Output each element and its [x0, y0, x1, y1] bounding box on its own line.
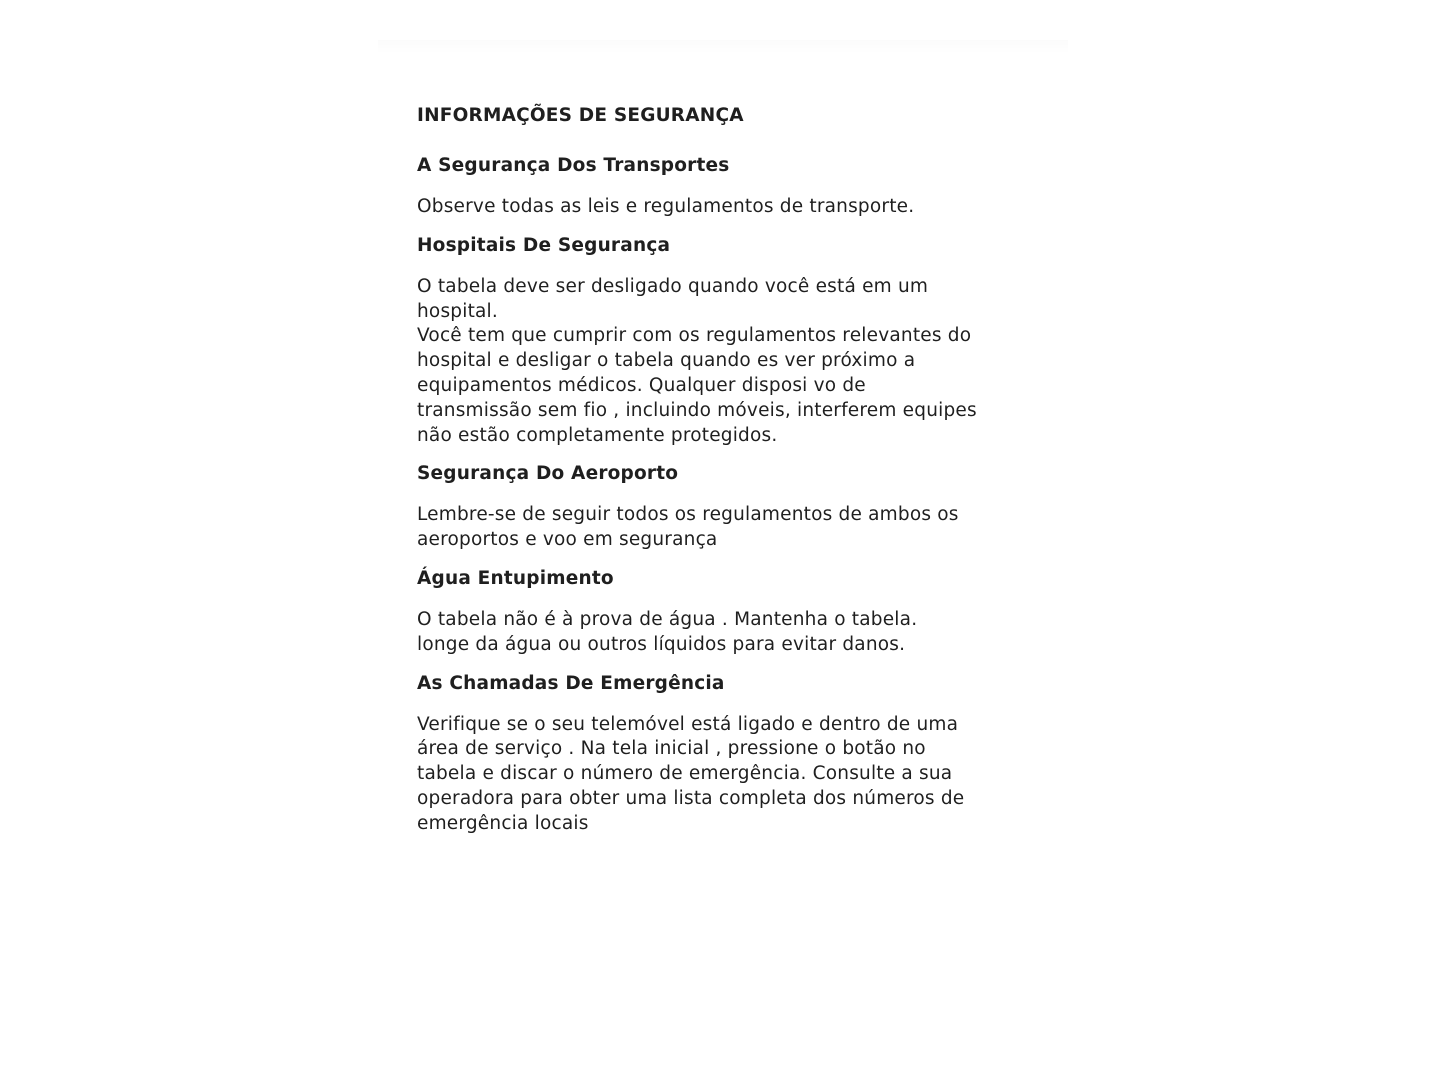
- text-line: emergência locais: [417, 812, 589, 834]
- text-line: equipamentos médicos. Qualquer disposi vo de: [417, 374, 866, 396]
- text-line: O tabela deve ser desligado quando você está em um: [417, 275, 929, 297]
- section-water-damage: [417, 567, 1037, 658]
- text-line: O tabela não é à prova de água . Mantenha o tabela.: [417, 608, 918, 630]
- section-body-transport: [417, 195, 1037, 220]
- section-heading-transport: A Segurança Dos Transportes: [417, 155, 730, 176]
- section-body-water: [417, 608, 1037, 658]
- text-line: área de serviço . Na tela inicial , pressione o botão no: [417, 738, 926, 760]
- text-line: Observe todas as leis e regulamentos de transporte.: [417, 196, 915, 217]
- text-line: hospital.: [417, 300, 498, 322]
- section-heading-water: Água Entupimento: [417, 567, 614, 589]
- section-body-emergency: [417, 713, 1037, 837]
- section-body-hospital: [417, 275, 1037, 449]
- page-edge-shadow: [378, 40, 1068, 54]
- text-line: operadora para obter uma lista completa dos números de: [417, 787, 965, 809]
- text-line: hospital e desligar o tabela quando es ver próximo a: [417, 350, 916, 372]
- section-heading-airport: Segurança Do Aeroporto: [417, 463, 679, 485]
- section-heading-hospital: Hospitais De Segurança: [417, 234, 671, 256]
- text-line: longe da água ou outros líquidos para evitar danos.: [417, 633, 906, 655]
- text-line: transmissão sem fio , incluindo móveis, interferem equipes: [417, 399, 977, 421]
- text-line: aeroportos e voo em segurança: [417, 529, 718, 551]
- text-line: Você tem que cumprir com os regulamentos relevantes do: [417, 325, 972, 347]
- safety-information-document: [417, 104, 1037, 851]
- text-line: Lembre-se de seguir todos os regulamentos de ambos os: [417, 504, 959, 526]
- section-transport-safety: [417, 154, 1037, 220]
- text-line: tabela e discar o número de emergência. Consulte a sua: [417, 763, 953, 785]
- section-airport-safety: [417, 462, 1037, 553]
- document-title: INFORMAÇÕES DE SEGURANÇA: [417, 105, 744, 126]
- section-hospital-safety: [417, 234, 1037, 449]
- text-line: Verifique se o seu telemóvel está ligado e dentro de uma: [417, 713, 959, 735]
- section-body-airport: [417, 503, 1037, 553]
- section-emergency-calls: [417, 672, 1037, 837]
- text-line: não estão completamente protegidos.: [417, 424, 778, 446]
- section-heading-emergency: As Chamadas De Emergência: [417, 672, 725, 694]
